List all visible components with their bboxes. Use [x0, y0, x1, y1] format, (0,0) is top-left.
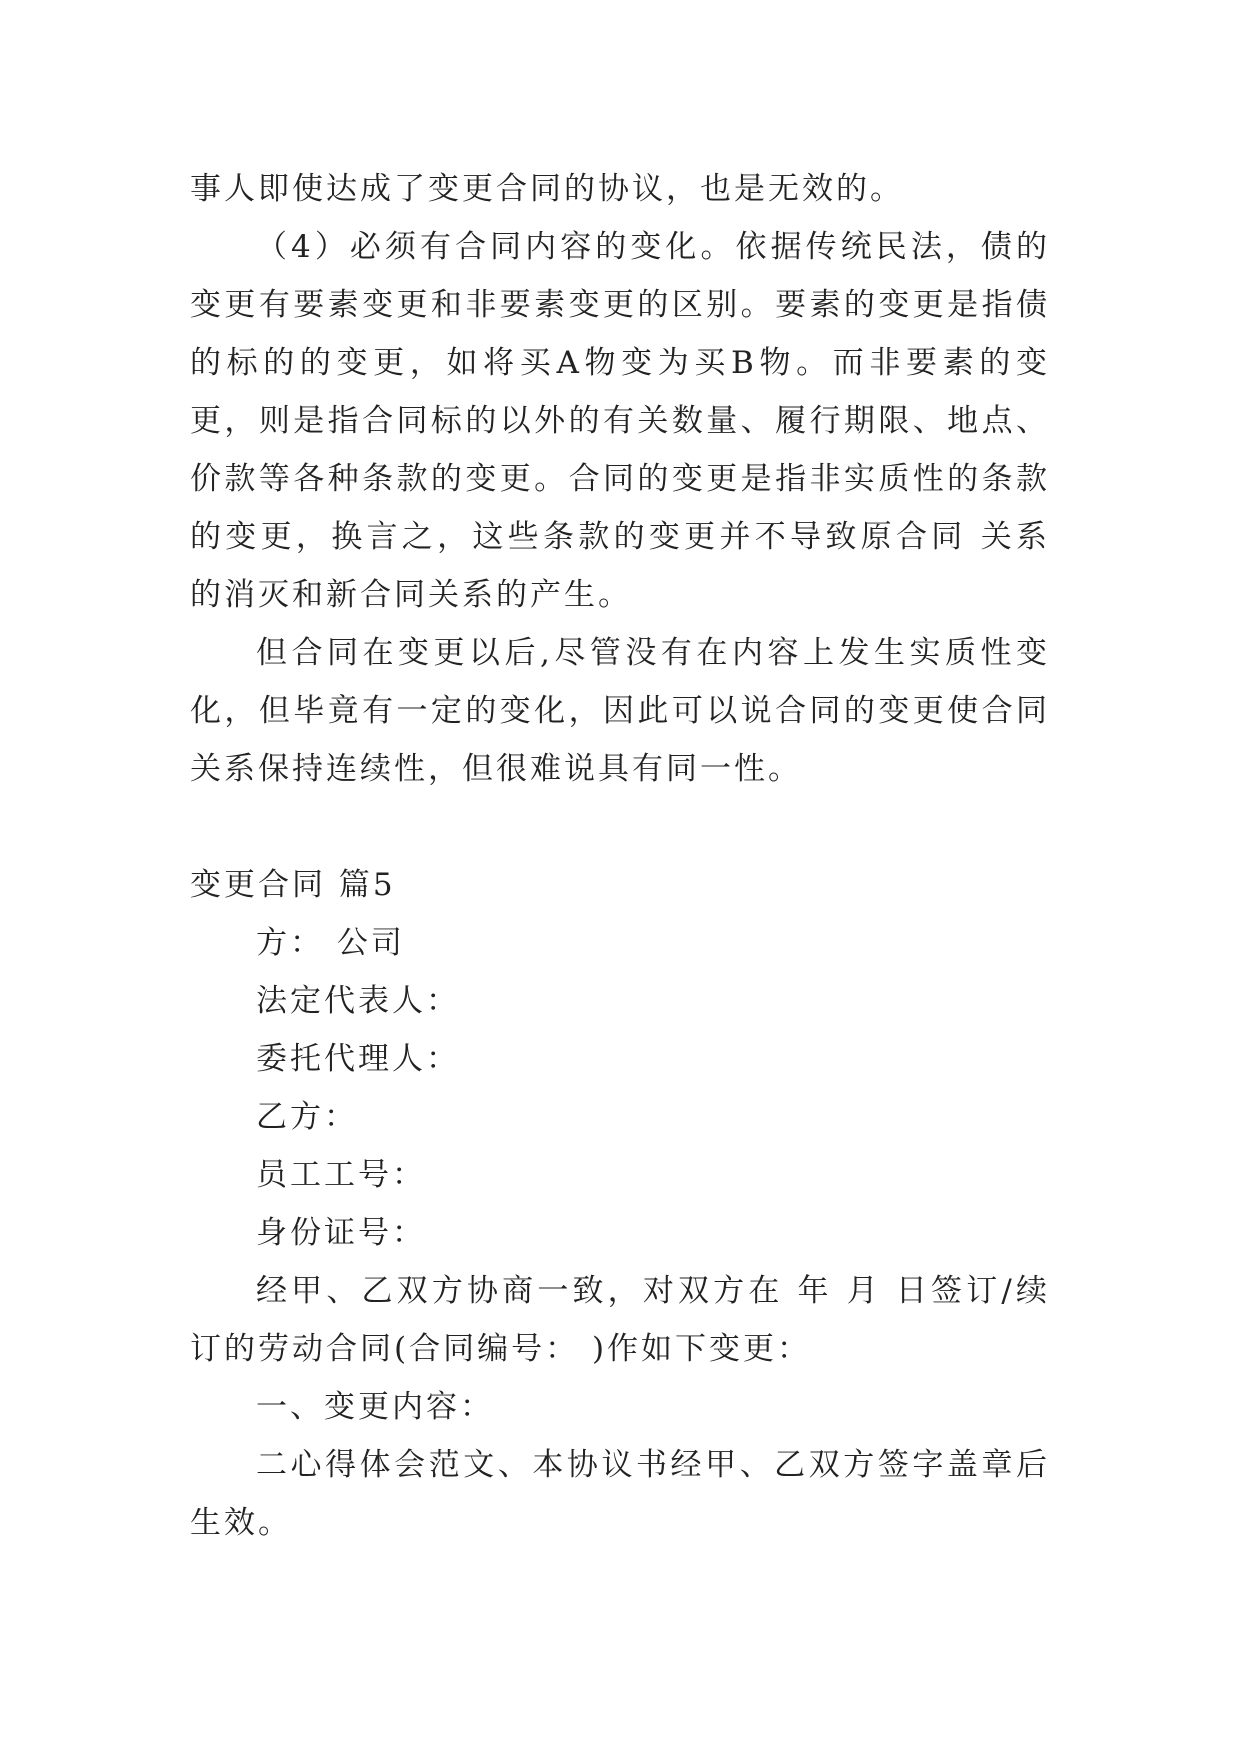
paragraph-change-content: 一、变更内容：: [256, 1389, 494, 1425]
paragraph-continuity: 但合同在变更以后,尽管没有在内容上发生实质性变化，但毕竟有一定的变化，因此可以说合同的变更使合同关系保持连续性，但很难说具有同一性。: [190, 635, 1050, 787]
field-party-b: 乙方：: [256, 1099, 358, 1135]
document-body: [190, 160, 1050, 1552]
section-gap: [190, 798, 1050, 856]
section-heading: 变更合同 篇5: [190, 867, 396, 903]
paragraph-agreement: 经甲、乙双方协商一致，对双方在 年 月 日签订/续订的劳动合同(合同编号： )作如下变更：: [190, 1273, 1050, 1367]
paragraph-continuation: 事人即使达成了变更合同的协议，也是无效的。: [190, 171, 904, 207]
field-party-a: 方： 公司: [256, 925, 405, 961]
field-authorized-agent: 委托代理人：: [256, 1041, 460, 1077]
field-legal-representative: 法定代表人：: [256, 983, 460, 1019]
paragraph-effective: 二心得体会范文、本协议书经甲、乙双方签字盖章后生效。: [190, 1447, 1050, 1541]
field-employee-number: 员工工号：: [256, 1157, 426, 1193]
paragraph-content-change: （4）必须有合同内容的变化。依据传统民法，债的变更有要素变更和非要素变更的区别。要素的变更是指债的标的的变更，如将买A物变为买B物。而非要素的变 更，则是指合同标的以外的有关数量、履行期限、地点、价款等各种条款的变更。合同的变更是指非实质性的条款的变更，换言之，这些条款的变更并不导致原合同 关系的消灭和新合同关系的产生。: [190, 229, 1050, 613]
field-id-number: 身份证号：: [256, 1215, 426, 1251]
